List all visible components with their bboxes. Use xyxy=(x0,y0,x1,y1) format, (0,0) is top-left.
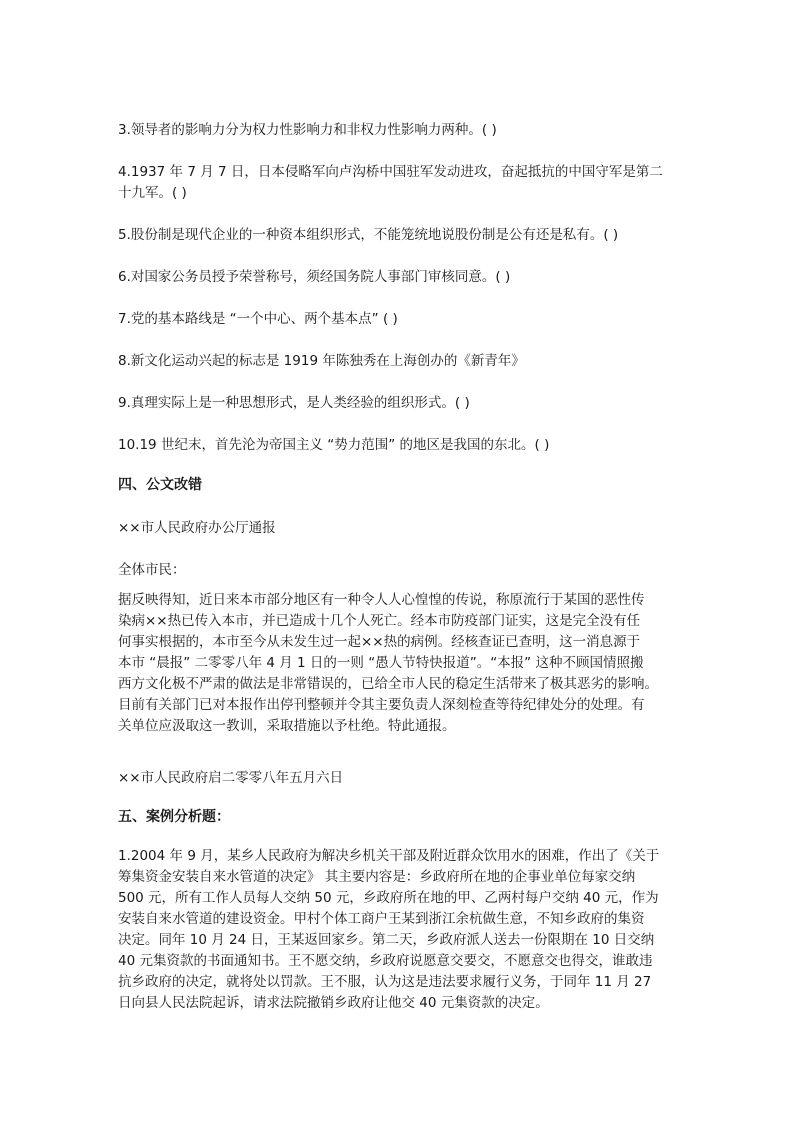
notice-body-line: 本市 “晨报” 二零零八年 4 月 1 日的一则 “愚人节特快报道”。“本报” 这种不顾国情照搬 xyxy=(118,655,644,671)
section-heading-case-analysis: 五、案例分析题： xyxy=(118,809,230,825)
judgment-item-7: 7.党的基本路线是 “一个中心、两个基本点” ( ) xyxy=(118,311,398,327)
notice-body-line: 何事实根据的，本市至今从未发生过一起××热的病例。经核查证已查明，这一消息源于 xyxy=(118,634,641,650)
notice-body-line: 据反映得知，近日来本市部分地区有一种令人人心惶惶的传说，称原流行于某国的恶性传 xyxy=(118,592,645,608)
notice-signature: ××市人民政府启二零零八年五月六日 xyxy=(118,770,344,786)
section-heading-document-correction: 四、公文改错 xyxy=(118,477,202,493)
notice-body-line: 染病××热已传入本市，并已造成十几个人死亡。经本市防疫部门证实，这是完全没有任 xyxy=(118,613,641,629)
notice-body-line: 关单位应汲取这一教训，采取措施以予杜绝。特此通报。 xyxy=(118,718,456,734)
case-analysis-body xyxy=(118,846,684,1014)
case-line: 抗乡政府的决定，就将处以罚款。王不服，认为这是违法要求履行义务，于同年 11 月 27 xyxy=(118,974,652,990)
case-line: 500 元，所有工作人员每人交纳 50 元，乡政府所在地的甲、乙两村每户交纳 40 元，作为 xyxy=(118,890,659,906)
judgment-item-6: 6.对国家公务员授予荣誉称号，须经国务院人事部门审核同意。( ) xyxy=(118,269,511,285)
judgment-item-5: 5.股份制是现代企业的一种资本组织形式，不能笼统地说股份制是公有还是私有。( ) xyxy=(118,227,619,243)
case-line: 40 元集资款的书面通知书。王不愿交纳，乡政府说愿意交要交，不愿意交也得交，谁敢违 xyxy=(118,953,653,969)
judgment-item-9: 9.真理实际上是一种思想形式，是人类经验的组织形式。( ) xyxy=(118,395,470,411)
case-line: 筹集资金安装自来水管道的决定》 其主要内容是：乡政府所在地的企事业单位每家交纳 xyxy=(118,869,636,885)
judgment-item-3: 3.领导者的影响力分为权力性影响力和非权力性影响力两种。( ) xyxy=(118,122,497,138)
judgment-item-8: 8.新文化运动兴起的标志是 1919 年陈独秀在上海创办的《新青年》 xyxy=(118,353,525,369)
case-line: 日向县人民法院起诉，请求法院撤销乡政府让他交 40 元集资款的决定。 xyxy=(118,995,549,1011)
case-line: 安装自来水管道的建设资金。甲村个体工商户王某到浙江余杭做生意，不知乡政府的集资 xyxy=(118,911,645,927)
judgment-item-10: 10.19 世纪末，首先沦为帝国主义 “势力范围” 的地区是我国的东北。( ) xyxy=(118,437,550,453)
notice-title: ××市人民政府办公厅通报 xyxy=(118,520,276,536)
notice-body-line: 目前有关部门已对本报作出停刊整顿并令其主要负责人深刻检查等待纪律处分的处理。有 xyxy=(118,697,645,713)
judgment-item-4-line2: 十九军。( ) xyxy=(118,185,187,201)
notice-body xyxy=(118,590,684,737)
judgment-item-4-line1: 4.1937 年 7 月 7 日，日本侵略军向卢沟桥中国驻军发动进攻，奋起抵抗的中国守军是第二 xyxy=(118,164,663,180)
case-line: 1.2004 年 9 月，某乡人民政府为解决乡机关干部及附近群众饮用水的困难，作出了《关于 xyxy=(118,848,660,864)
case-line: 决定。同年 10 月 24 日，王某返回家乡。第二天，乡政府派人送去一份限期在 10 日交纳 xyxy=(118,932,655,948)
notice-salutation: 全体市民： xyxy=(118,562,186,578)
notice-body-line: 西方文化极不严肃的做法是非常错误的，已给全市人民的稳定生活带来了极其恶劣的影响。 xyxy=(118,676,658,692)
